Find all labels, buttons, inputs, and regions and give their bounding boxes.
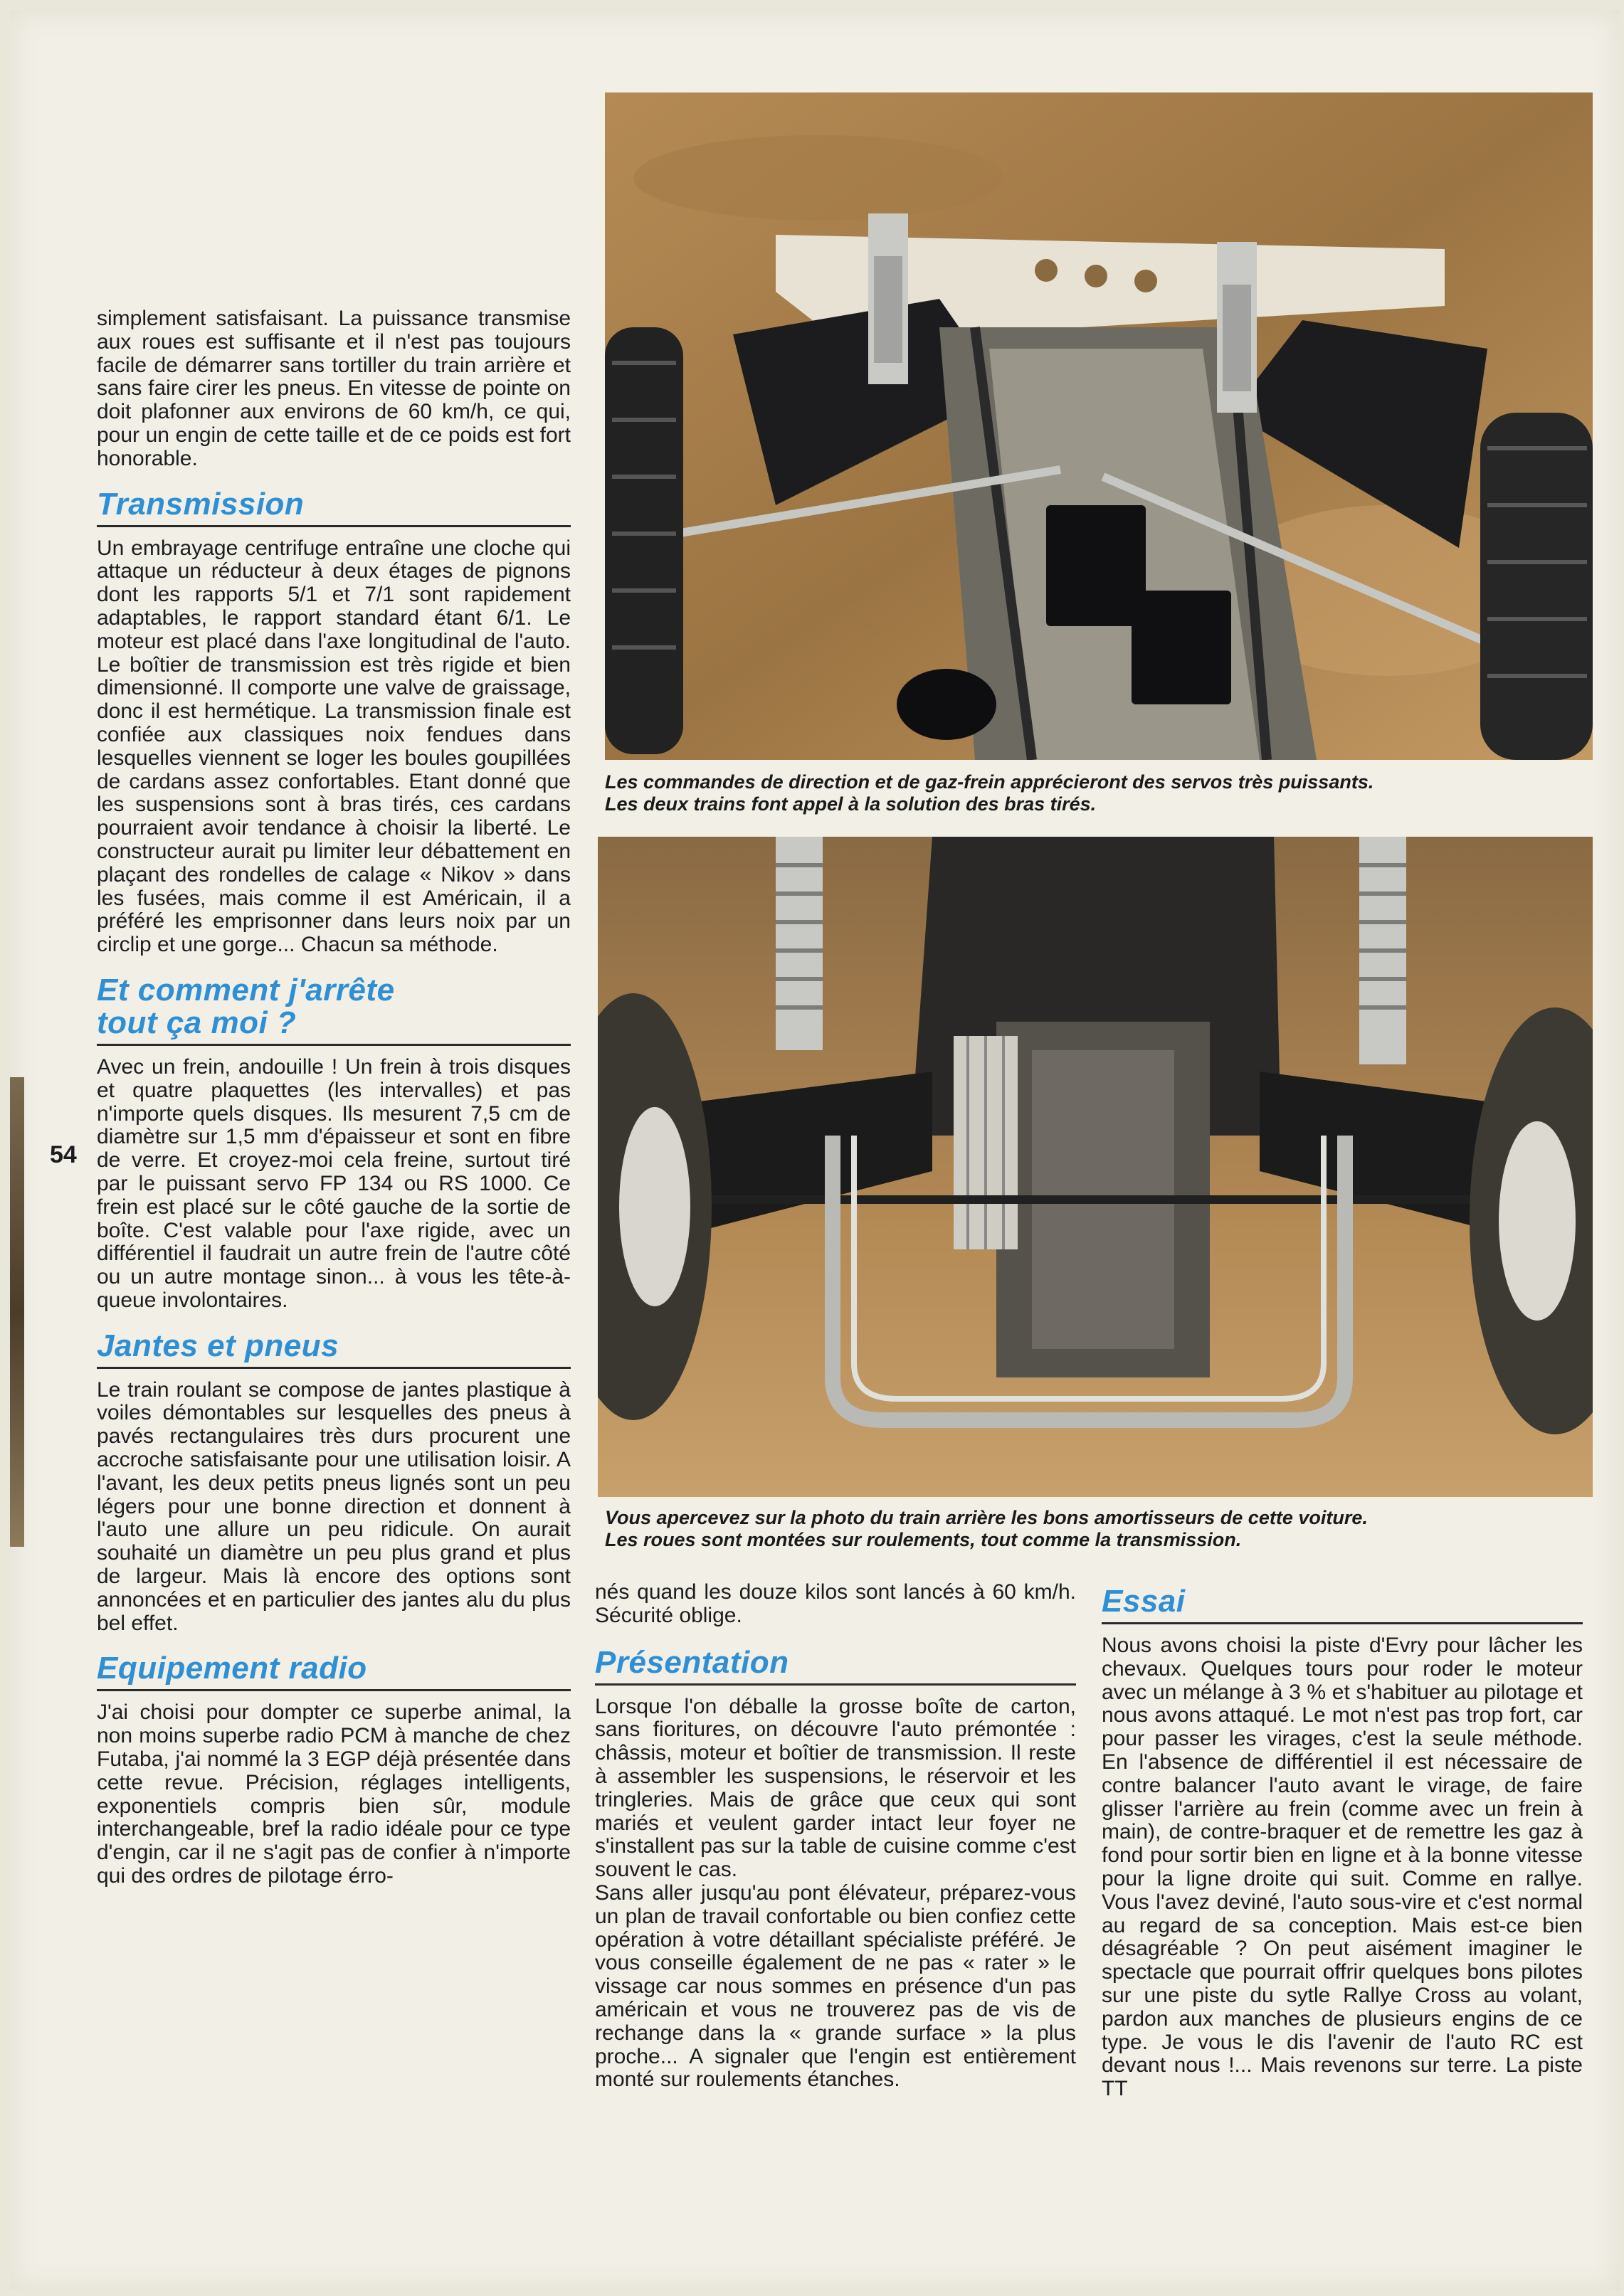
heading-radio-equipment: Equipement radio (97, 1651, 367, 1686)
heading-brake-line2: tout ça moi ? (97, 1005, 297, 1040)
caption-bottom-line1: Vous apercevez sur la photo du train arrière les bons amortisseurs de cette voiture. (605, 1507, 1368, 1528)
right-column (1102, 1585, 1583, 2101)
continuation-text: nés quand les douze kilos sont lancés à 60 km/h. Sécurité oblige. (595, 1580, 1076, 1627)
caption-top-photo (605, 771, 1593, 815)
intro-paragraph: simplement satisfaisant. La puissance transmise aux roues est suffisante et il n'est pas toujours facile de démarrer sans tortiller du train arrière et sans faire cirer les pneus. En vitesse de pointe on doit plafonner aux environs de 60 km/h, ce qui, pour un engin de cette taille et de ce poids est fort honorable. (97, 307, 571, 470)
test-body: Nous avons choisi la piste d'Evry pour lâcher les chevaux. Quelques tours pour roder le moteur avec un mélange à 3 % et s'habituer au pilotage et nous avons attaqué. Le mot n'est pas trop fort, car pour passer les virages, c'est la seule méthode. En l'absence de différentiel il est nécessaire de contre balancer l'auto avant le virage, de faire glisser l'arrière au frein (comme avec un frein à main), de contre-braquer et de remettre les gaz à fond pour sortir bien en ligne et à la bonne vitesse pour la ligne droite qui suit. Comme en rallye. Vous l'avez deviné, l'auto sous-vire et c'est normal au regard de sa conception. Mais est-ce bien désagréable ? On peut aisément imaginer le spectacle que pourrait offrir quelques bons pilotes sur une piste du sytle Rallye Cross au volant, pardon aux manches de plusieurs engins de ce type. Je vous le dis l'avenir de l'auto RC est devant nous !... Mais revenons sur terre. La piste TT (1102, 1634, 1583, 2101)
heading-rule (97, 525, 571, 527)
left-column (97, 307, 571, 1888)
heading-rule (595, 1683, 1076, 1686)
photo-front-suspension (605, 92, 1593, 760)
caption-bottom-photo (605, 1507, 1593, 1551)
middle-column (595, 1581, 1076, 2092)
brake-body: Avec un frein, andouille ! Un frein à trois disques et quatre plaquettes (les intervalles) et pas n'importe quels disques. Ils mesurent 7,5 cm de diamètre sur 1,5 mm d'épaisseur et sont en fibre de verre. Et croyez-moi cela freine, surtout tiré par le puissant servo FP 134 ou RS 1000. Ce frein est placé sur le côté gauche de la sortie de boîte. C'est valable pour l'axe rigide, avec un différentiel il faudrait un autre frein de l'autre côté ou un autre montage sinon... à vous les tête-à-queue involontaires. (97, 1054, 571, 1312)
presentation-body-2: Sans aller jusqu'au pont élévateur, préparez-vous un plan de travail confortable ou bien confiez cette opération à votre détaillant spécialiste préféré. Je vous conseille également de ne pas « rater » le vissage car nous sommes en présence d'un pas américain et vous ne trouverez pas de vis de rechange dans la « grande surface » la plus proche... A signaler que l'engin est entièrement monté sur roulements étanches. (595, 1880, 1076, 2092)
heading-rule (97, 1367, 571, 1369)
page-number: 54 (50, 1141, 77, 1168)
heading-rule (97, 1689, 571, 1691)
heading-rule (1102, 1622, 1583, 1624)
presentation-body-1: Lorsque l'on déballe la grosse boîte de carton, sans fioritures, on découvre l'auto prémontée : châssis, moteur et boîtier de transmission. Il reste à assembler les suspensions, le réservoir et les tringleries. Mais de grâce que ceux qui sont mariés et veulent garder intact leur foyer ne s'installent pas sur la table de cuisine comme c'est souvent le cas. (595, 1694, 1076, 1882)
photo-rear-suspension (598, 837, 1593, 1497)
heading-brake-line1: Et comment j'arrête (97, 972, 395, 1007)
wheels-body: Le train roulant se compose de jantes plastique à voiles démontables sur lesquelles des pneus à pavés rectangulaires très durs procurent une accroche satisfaisante pour une utilisation loisir. A l'avant, les deux petits pneus lignés sont un peu légers pour une bonne direction et donnent à l'auto une allure un peu ridicule. On aurait souhaité un diamètre un peu plus grand et plus de largeur. Mais là encore des options sont annoncées et en particulier des jantes alu du plus bel effet. (97, 1377, 571, 1635)
caption-top-line1: Les commandes de direction et de gaz-frein apprécieront des servos très puissants. (605, 771, 1374, 793)
heading-rule (97, 1044, 571, 1046)
magazine-page (10, 10, 1620, 2290)
heading-wheels-tyres: Jantes et pneus (97, 1328, 339, 1363)
heading-transmission: Transmission (97, 486, 305, 522)
heading-brake (97, 974, 571, 1039)
page-edge-photo-strip (10, 1077, 24, 1547)
transmission-body: Un embrayage centrifuge entraîne une cloche qui attaque un réducteur à deux étages de pignons dont les rapports 5/1 et 7/1 sont rapidement adaptables, le rapport standard étant 6/1. Le moteur est placé dans l'axe longitudinal de l'auto. Le boîtier de transmission est très rigide et bien dimensionné. Il comporte une valve de graissage, donc il est hermétique. La transmission finale est confiée aux classiques noix fendues dans lesquelles viennent se loger les boules goupillées de cardans assez confortables. Etant donné que les suspensions sont à bras tirés, ces cardans pourraient avoir tendance à choisir la liberté. Le constructeur aurait pu limiter leur débattement en plaçant des rondelles de calage « Nikov » dans les fusées, mais comme il est Américain, il a préféré les emprisonner dans leurs noix par un circlip et une gorge... Chacun sa méthode. (97, 536, 571, 957)
caption-top-line2: Les deux trains font appel à la solution des bras tirés. (605, 793, 1097, 815)
heading-test: Essai (1102, 1584, 1186, 1619)
radio-body: J'ai choisi pour dompter ce superbe animal, la non moins superbe radio PCM à manche de chez Futaba, j'ai nommé la 3 EGP déjà présentée dans cette revue. Précision, réglages intelligents, exponentiels compris bien sûr, module interchangeable, bref la radio idéale pour ce type d'engin, car il ne s'agit pas de confier à n'importe qui des ordres de pilotage érro- (97, 1700, 571, 1888)
heading-presentation: Présentation (595, 1644, 789, 1680)
caption-bottom-line2: Les roues sont montées sur roulements, tout comme la transmission. (605, 1529, 1242, 1550)
